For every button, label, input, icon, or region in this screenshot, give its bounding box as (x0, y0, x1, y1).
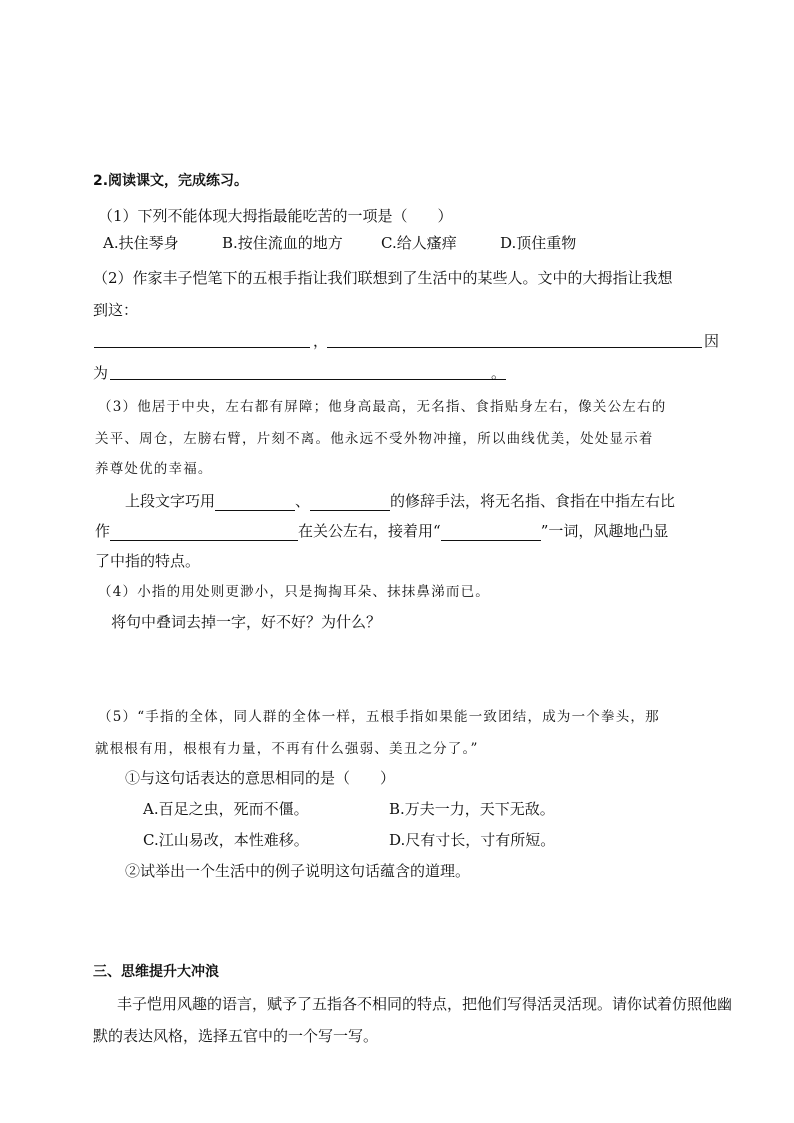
q5-option-c: C.江山易改，本性难移。 (143, 831, 309, 849)
q2-line1: （2）作家丰子恺笔下的五根手指让我们联想到了生活中的某些人。文中的大拇指让我想 (93, 269, 673, 287)
q3-fill1-text-a: 上段文字巧用 (125, 492, 216, 510)
q2-answer-blank-1[interactable] (94, 347, 310, 348)
q2-answer-blank-2[interactable] (327, 347, 702, 348)
q3-fill-line2 (95, 521, 668, 541)
q2-comma: ， (313, 332, 329, 350)
q2-because-head: 为 (93, 364, 109, 382)
q2-because-tail: 因 (704, 332, 720, 350)
q5-quote-line1: （5）“手指的全体，同人群的全体一样，五根手指如果能一致团结，成为一个拳头，那 (98, 709, 660, 725)
q4-quote: （4）小指的用处则更渺小，只是掏掏耳朵、抹抹鼻涕而已。 (98, 584, 490, 600)
q3-blank-rhetoric-2[interactable] (310, 494, 390, 511)
q5-option-b: B.万夫一力，天下无敌。 (389, 800, 555, 818)
section-3-heading: 三、思维提升大冲浪 (93, 964, 219, 980)
section-3-prompt-line2: 默的表达风格，选择五官中的一个写一写。 (93, 1027, 379, 1045)
q4-question: 将句中叠词去掉一字，好不好？为什么？ (111, 613, 382, 631)
q3-fill-line1 (125, 491, 675, 511)
q2-line2: 到这： (93, 301, 139, 319)
q5-option-d: D.尺有寸长，寸有所短。 (389, 831, 556, 849)
q3-blank-compare[interactable] (110, 524, 298, 541)
q3-fill-line3: 了中指的特点。 (95, 552, 201, 570)
section-3-prompt-line1: 丰子恺用风趣的语言，赋予了五指各不相同的特点，把他们写得活灵活现。请你试着仿照他幽 (117, 995, 733, 1013)
q1-option-d: D.顶住重物 (500, 234, 577, 252)
q3-passage-line1: （3）他居于中央，左右都有屏障；他身高最高，无名指、食指贴身左右，像关公左右的 (98, 399, 667, 415)
q3-passage-line2: 关平、周仓，左膀右臂，片刻不离。他永远不受外物冲撞，所以曲线优美，处处显示着 (95, 431, 654, 447)
q5-sub2-question: ②试举出一个生活中的例子说明这句话蕴含的道理。 (125, 862, 471, 880)
q2-answer-blank-3[interactable] (110, 379, 506, 380)
q3-blank-rhetoric-1[interactable] (215, 494, 295, 511)
q1-stem: （1）下列不能体现大拇指最能吃苦的一项是（ ） (98, 207, 453, 225)
section-2-heading: 2.阅读课文，完成练习。 (93, 173, 249, 189)
q3-fill1-text-b: 的修辞手法，将无名指、食指在中指左右比 (390, 492, 676, 510)
q3-fill1-sep: 、 (295, 492, 311, 510)
q1-option-a: A.扶住琴身 (103, 234, 179, 252)
q5-option-a: A.百足之虫，死而不僵。 (143, 800, 309, 818)
q5-sub1-stem: ①与这句话表达的意思相同的是（ ） (125, 769, 396, 787)
q1-option-c: C.给人瘙痒 (381, 234, 457, 252)
q3-fill2-text-b: 在关公左右，接着用“ (298, 522, 441, 540)
q3-passage-line3: 养尊处优的幸福。 (95, 461, 213, 477)
q5-quote-line2: 就根根有用，根根有力量，不再有什么强弱、美丑之分了。” (95, 741, 479, 757)
q1-option-b: B.按住流血的地方 (222, 234, 343, 252)
q2-end-mark: 。 (491, 364, 507, 382)
q3-fill2-text-a: 作 (95, 522, 111, 540)
q3-fill2-text-c: ”一词，风趣地凸显 (540, 522, 669, 540)
q3-blank-word[interactable] (441, 524, 541, 541)
